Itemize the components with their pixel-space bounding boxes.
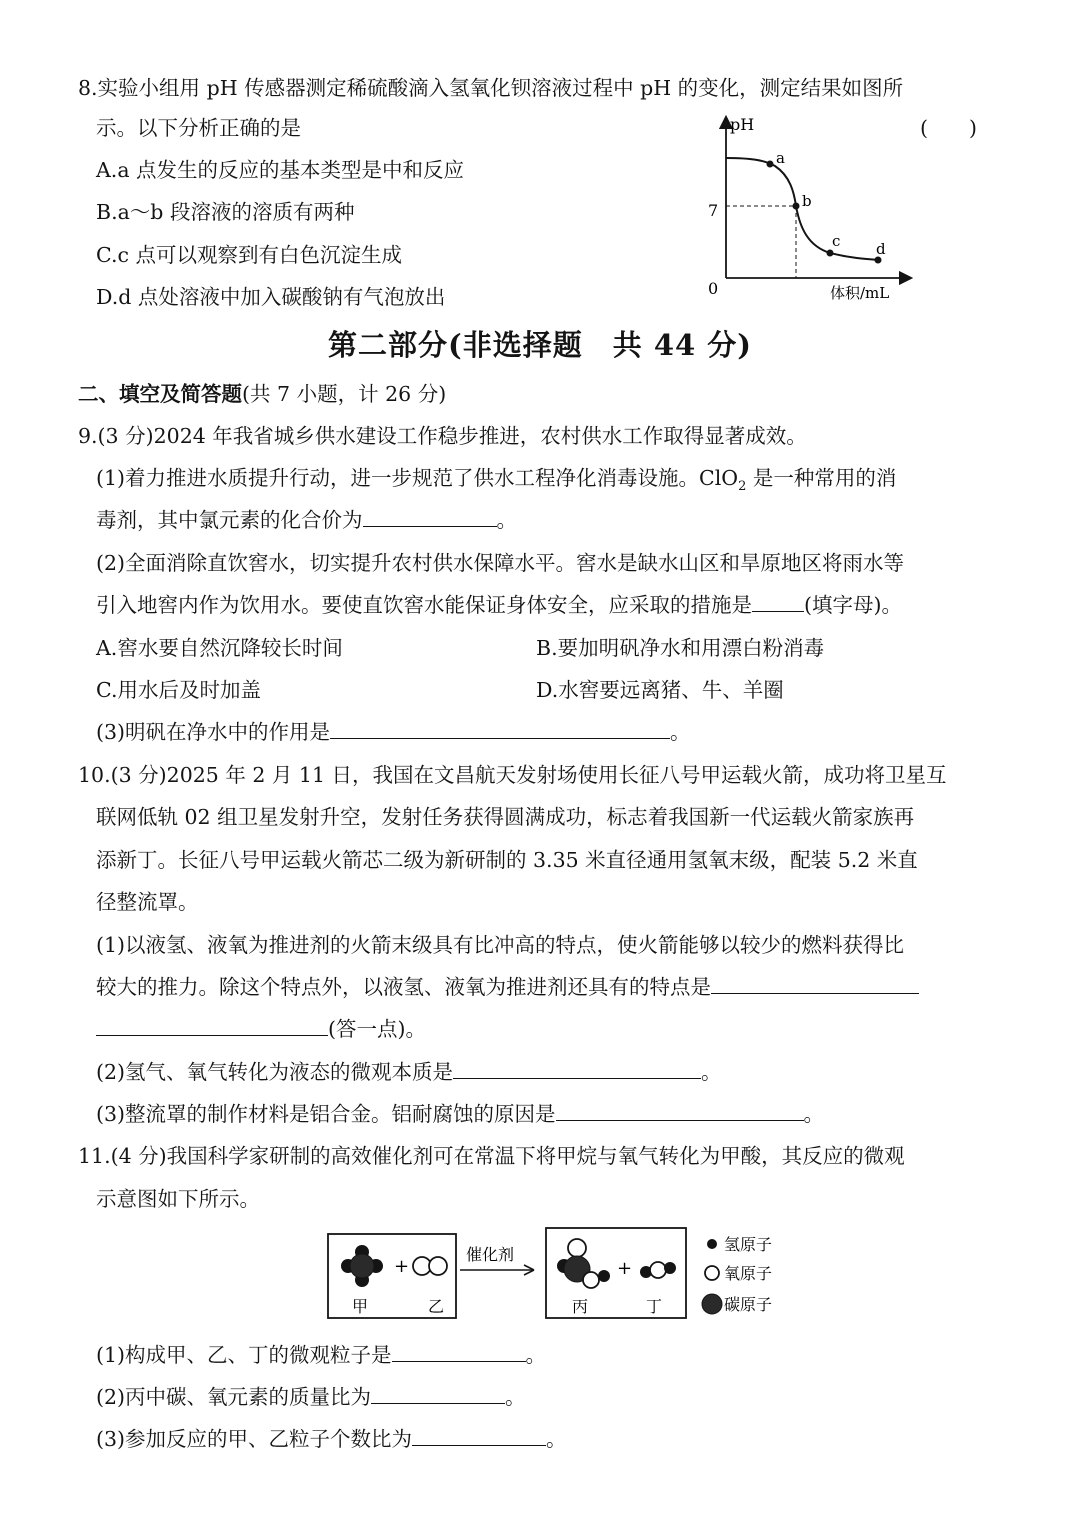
point-c-label: c	[832, 232, 841, 250]
label-bing: 丙	[572, 1297, 589, 1316]
q9-option-d: D.水窖要远离猪、牛、羊圈	[536, 678, 784, 702]
q8-option-b: B.a～b 段溶液的溶质有两种	[96, 200, 355, 224]
q11-part1-text: (1)构成甲、乙、丁的微观粒子是	[96, 1343, 392, 1367]
y-axis-label: pH	[730, 115, 755, 134]
q10-part1-answer-blank-b[interactable]	[96, 1017, 328, 1036]
label-yi: 乙	[428, 1297, 445, 1316]
q10-part3-answer-blank[interactable]	[556, 1102, 804, 1121]
q9-part3	[96, 720, 691, 745]
q11-part1-end: 。	[525, 1343, 547, 1367]
formic-acid-molecule	[557, 1239, 610, 1288]
label-ding: 丁	[646, 1297, 663, 1316]
q11-stem-line2: 示意图如下所示。	[96, 1187, 260, 1211]
water-molecule	[640, 1262, 676, 1278]
x-axis-label: 体积/mL	[830, 284, 890, 302]
legend-oxygen-label: 氧原子	[724, 1264, 773, 1283]
q8-option-d: D.d 点处溶液中加入碳酸钠有气泡放出	[96, 285, 446, 309]
section-two-heading-rest: (共 7 小题，计 26 分)	[242, 382, 447, 406]
q9-part3-end: 。	[670, 720, 691, 744]
q9-part3-answer-blank[interactable]	[330, 720, 670, 739]
q9-part1-line1	[96, 466, 896, 495]
q11-part2-text: (2)丙中碳、氧元素的质量比为	[96, 1385, 372, 1409]
methane-molecule	[341, 1245, 383, 1287]
legend-carbon-label: 碳原子	[724, 1295, 773, 1314]
q9-part3-text: (3)明矾在净水中的作用是	[96, 720, 331, 744]
q10-part2-end: 。	[701, 1060, 722, 1084]
q11-part1-answer-blank[interactable]	[392, 1343, 526, 1362]
q8-stem-line2: 示。以下分析正确的是	[96, 116, 301, 140]
q10-stem-line3: 添新丁。长征八号甲运载火箭芯二级为新研制的 3.35 米直径通用氢氧末级，配装 5.2 米直	[96, 848, 918, 872]
q10-part1-answer-blank-a[interactable]	[711, 975, 919, 994]
section-two-heading-bold: 二、填空及简答题	[78, 382, 242, 406]
q10-part1-line2	[96, 975, 919, 1000]
q11-part3-answer-blank[interactable]	[412, 1427, 546, 1446]
q9-part1-text-a: (1)着力推进水质提升行动，进一步规范了供水工程净化消毒设施。ClO	[96, 466, 739, 490]
part-two-title-main: 第二部分	[328, 328, 449, 362]
q11-part3-text: (3)参加反应的甲、乙粒子个数比为	[96, 1427, 413, 1451]
q10-part3	[96, 1102, 824, 1127]
legend-hydrogen-label: 氢原子	[724, 1235, 773, 1254]
q10-part2-answer-blank[interactable]	[453, 1060, 701, 1079]
q10-part1-line2-text: 较大的推力。除这个特点外，以液氢、液氧为推进剂还具有的特点是	[96, 975, 711, 999]
point-a-label: a	[776, 149, 785, 167]
q9-part1-subscript: 2	[738, 479, 747, 494]
origin-label: 0	[708, 279, 719, 298]
q8-stem-line1: 8.实验小组用 pH 传感器测定稀硫酸滴入氢氧化钡溶液过程中 pH 的变化，测定结果如图所	[78, 76, 904, 100]
q11-part1	[96, 1343, 546, 1368]
q10-part3-text: (3)整流罩的制作材料是铝合金。铝耐腐蚀的原因是	[96, 1102, 556, 1126]
q8-option-a: A.a 点发生的反应的基本类型是中和反应	[96, 158, 465, 182]
q10-part3-end: 。	[803, 1102, 825, 1126]
plus-sign-left: +	[394, 1256, 410, 1277]
oxygen-molecule	[413, 1257, 447, 1275]
q10-part1-line1: (1)以液氢、液氧为推进剂的火箭末级具有比冲高的特点，使火箭能够以较少的燃料获得比	[96, 933, 905, 957]
section-two-heading	[78, 382, 446, 407]
reaction-micro-diagram	[320, 1222, 800, 1326]
q9-option-b: B.要加明矾净水和用漂白粉消毒	[536, 636, 825, 660]
part-two-title-rest: (非选择题 共 44 分)	[448, 328, 753, 362]
q10-stem-line2: 联网低轨 02 组卫星发射升空，发射任务获得圆满成功，标志着我国新一代运载火箭家族再	[96, 805, 915, 829]
q10-part2-text: (2)氢气、氧气转化为液态的微观本质是	[96, 1060, 454, 1084]
q9-part1-line2	[96, 508, 517, 533]
label-jia: 甲	[352, 1297, 369, 1316]
q11-part2	[96, 1385, 526, 1410]
q9-part1-line2-end: 。	[496, 508, 517, 532]
tick-7-label: 7	[708, 201, 719, 220]
q11-part2-answer-blank[interactable]	[371, 1385, 505, 1404]
q11-part3	[96, 1427, 567, 1452]
ph-titration-graph	[690, 110, 920, 310]
q9-part2-line2-text: 引入地窖内作为饮用水。要使直饮窖水能保证身体安全，应采取的措施是	[96, 593, 752, 617]
plus-sign-right: +	[617, 1258, 633, 1279]
point-a-dot	[767, 161, 774, 168]
q9-option-a: A.窖水要自然沉降较长时间	[96, 636, 343, 660]
catalyst-label: 催化剂	[466, 1245, 515, 1264]
q9-part2-line2-end: (填字母)。	[804, 593, 902, 617]
point-b-label: b	[802, 192, 812, 210]
q9-stem: 9.(3 分)2024 年我省城乡供水建设工作稳步推进，农村供水工作取得显著成效。	[78, 424, 807, 448]
q9-part2-line2	[96, 593, 902, 618]
q10-stem-line1: 10.(3 分)2025 年 2 月 11 日，我国在文昌航天发射场使用长征八号甲运载火箭，成功将卫星互	[78, 763, 947, 787]
q8-answer-paren: ( )	[920, 116, 977, 140]
q9-part2-answer-blank[interactable]	[752, 593, 804, 612]
q8-option-c: C.c 点可以观察到有白色沉淀生成	[96, 243, 402, 267]
point-d-label: d	[876, 240, 886, 258]
q11-part2-end: 。	[505, 1385, 526, 1409]
q9-option-c: C.用水后及时加盖	[96, 678, 261, 702]
q10-part1-line3-end: (答一点)。	[328, 1017, 426, 1041]
q10-stem-line4: 径整流罩。	[96, 890, 199, 914]
q9-part1-answer-blank[interactable]	[363, 508, 497, 527]
q9-part2-line1: (2)全面消除直饮窖水，切实提升农村供水保障水平。窖水是缺水山区和旱原地区将雨水等	[96, 551, 905, 575]
q9-part1-text-b: 是一种常用的消	[746, 466, 897, 490]
point-b-dot	[793, 203, 800, 210]
legend-oxygen-icon	[705, 1266, 719, 1280]
q11-part3-end: 。	[546, 1427, 567, 1451]
point-c-dot	[827, 250, 834, 257]
legend-hydrogen-icon	[707, 1239, 717, 1249]
part-two-title	[328, 328, 752, 363]
q10-part1-line3	[96, 1017, 426, 1042]
q9-part1-line2-text: 毒剂，其中氯元素的化合价为	[96, 508, 363, 532]
q10-part2	[96, 1060, 722, 1085]
legend-carbon-icon	[702, 1294, 722, 1314]
q11-stem-line1: 11.(4 分)我国科学家研制的高效催化剂可在常温下将甲烷与氧气转化为甲酸，其反应的微观	[78, 1144, 905, 1168]
